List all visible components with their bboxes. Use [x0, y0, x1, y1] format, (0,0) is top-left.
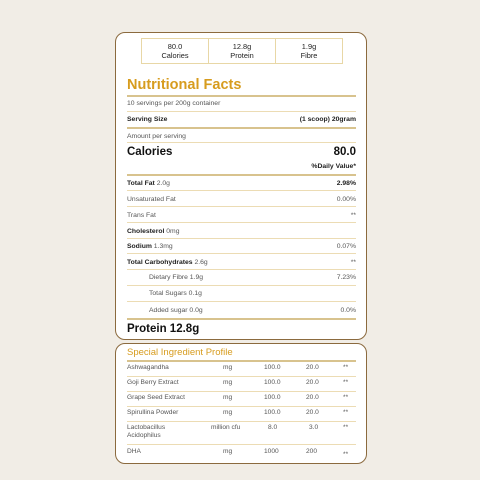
ingredient-name: Lactobacillus Acidophilus [127, 424, 166, 439]
divider [127, 301, 356, 302]
row-label: Unsaturated Fat [127, 196, 176, 203]
ingredient-unit: mg [223, 409, 233, 416]
ingredient-value: 200 [306, 448, 318, 455]
facts-title: Nutritional Facts [127, 77, 242, 93]
ingredient-dv: ** [343, 424, 349, 431]
facts-row [127, 192, 356, 207]
ingredient-unit: mg [223, 394, 233, 401]
summary-label: Protein [230, 51, 254, 60]
row-label: Dietary Fibre 1.9g [149, 274, 204, 281]
divider [127, 421, 356, 422]
ingredient-name: Spirullina Powder [127, 409, 179, 416]
divider [127, 376, 356, 377]
facts-row [127, 239, 356, 254]
row-label: Added sugar 0.0g [149, 307, 203, 314]
row-value: ** [350, 259, 356, 266]
row-label-bold: Sodium [127, 243, 152, 250]
ingredient-value: 20.0 [306, 379, 319, 386]
calories-label: Calories [127, 145, 173, 158]
facts-row [127, 208, 356, 223]
ingredient-name: DHA [127, 448, 141, 455]
ingredient-amount: 1000 [264, 448, 279, 455]
row-label-bold: Total Carbohydrates [127, 259, 193, 266]
protein-label: Protein 12.8g [127, 323, 200, 335]
summary-fibre [276, 39, 342, 63]
daily-value-header: %Daily Value* [311, 162, 356, 170]
divider [127, 206, 356, 207]
divider [127, 222, 356, 223]
servings-text [127, 97, 356, 110]
divider [127, 444, 356, 445]
divider [127, 253, 356, 254]
facts-row [127, 224, 356, 239]
ingredient-row [127, 448, 356, 463]
ingredient-amount: 8.0 [268, 424, 278, 431]
facts-row [127, 286, 356, 301]
ingredient-unit: mg [223, 448, 233, 455]
facts-row [127, 176, 356, 191]
row-label: 0mg [164, 228, 180, 235]
ingredient-amount: 100.0 [264, 394, 281, 401]
ingredient-row [127, 424, 356, 446]
row-value: 0.00% [336, 196, 356, 203]
amount-per-serving-label: Amount per serving [127, 133, 186, 140]
row-label: Total Sugars 0.1g [149, 290, 202, 297]
profile-title: Special Ingredient Profile [127, 347, 233, 358]
divider [127, 190, 356, 191]
row-value: 7.23% [336, 274, 356, 281]
facts-row [127, 270, 356, 285]
summary-value: 80.0 [167, 42, 183, 51]
row-label: Trans Fat [127, 212, 156, 219]
calories-value: 80.0 [333, 145, 356, 158]
row-label: 2.6g [192, 259, 208, 266]
ingredient-dv: ** [343, 379, 349, 386]
row-value: 0.0% [340, 307, 356, 314]
row-value: ** [350, 212, 356, 219]
row-value: 0.07% [336, 243, 356, 250]
ingredient-dv: ** [343, 451, 349, 458]
nutrition-facts-card [115, 32, 367, 340]
divider [127, 391, 356, 392]
ingredient-name: Goji Berry Extract [127, 379, 179, 386]
ingredient-value: 20.0 [306, 394, 319, 401]
serving-size-label: Serving Size [127, 116, 168, 123]
facts-row [127, 255, 356, 270]
serving-size-value: (1 scoop) 20gram [299, 116, 356, 123]
ingredient-dv: ** [343, 394, 349, 401]
summary-calories [142, 39, 209, 63]
summary-protein [209, 39, 276, 63]
divider [127, 360, 356, 362]
servings-label: 10 servings per 200g container [127, 100, 221, 107]
row-value: 2.98% [336, 180, 356, 187]
daily-value-header-row [127, 160, 356, 172]
ingredient-value: 3.0 [309, 424, 319, 431]
row-label-bold: Cholesterol [127, 228, 165, 235]
ingredient-dv: ** [343, 409, 349, 416]
summary-label: Fibre [300, 51, 318, 60]
ingredient-unit: mg [223, 379, 233, 386]
summary-value: 12.8g [232, 42, 252, 51]
row-label: 1.3mg [151, 243, 173, 250]
ingredient-unit: million cfu [211, 424, 241, 431]
ingredient-dv: ** [343, 364, 349, 371]
ingredient-amount: 100.0 [264, 409, 281, 416]
ingredient-unit: mg [223, 364, 233, 371]
calories-row [127, 143, 356, 160]
summary-strip [141, 38, 343, 64]
divider [127, 406, 356, 407]
row-label-bold: Total Fat [127, 180, 155, 187]
protein-row [127, 320, 356, 338]
row-label: 2.0g [154, 180, 170, 187]
serving-size-row [127, 112, 356, 127]
ingredient-name: Ashwagandha [127, 364, 169, 371]
facts-row [127, 303, 356, 318]
ingredient-amount: 100.0 [264, 379, 281, 386]
ingredient-amount: 100.0 [264, 364, 281, 371]
ingredient-value: 20.0 [306, 409, 319, 416]
ingredient-value: 20.0 [306, 364, 319, 371]
summary-value: 1.9g [301, 42, 317, 51]
summary-label: Calories [161, 51, 189, 60]
ingredient-profile-card [115, 343, 367, 464]
ingredient-name: Grape Seed Extract [127, 394, 185, 401]
